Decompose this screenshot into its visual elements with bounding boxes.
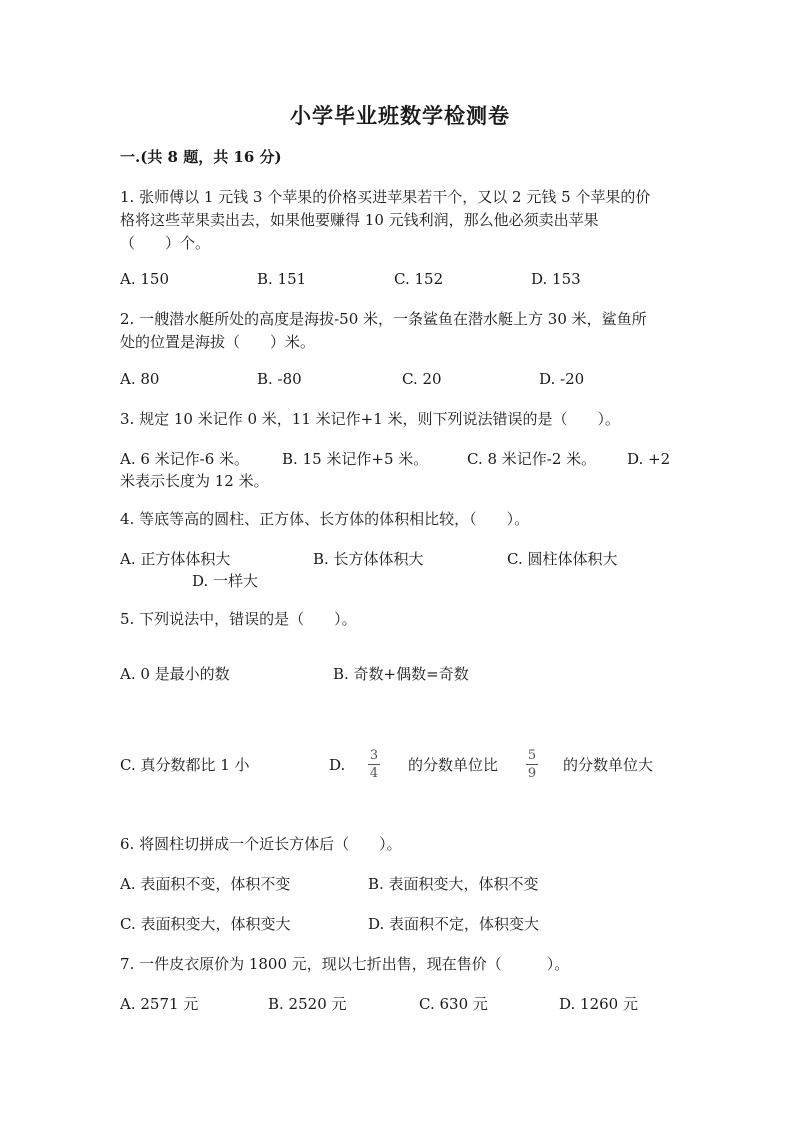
question-2-option-b[interactable]: B. -80	[257, 370, 302, 388]
question-4-option-c[interactable]: C. 圆柱体体积大	[507, 550, 618, 568]
question-2-line-2: 处的位置是海拔（ ）米。	[120, 333, 316, 351]
fraction-2-denominator: 9	[527, 766, 537, 781]
question-3-option-d-wrap: 米表示长度为 12 米。	[120, 472, 269, 490]
question-2-option-d[interactable]: D. -20	[539, 370, 585, 388]
question-3-line-1: 3. 规定 10 米记作 0 米，11 米记作+1 米，则下列说法错误的是（ ）。	[120, 410, 621, 428]
question-1-line-3: （ ）个。	[120, 234, 211, 252]
fraction-three-quarters	[368, 748, 380, 781]
question-7-option-b[interactable]: B. 2520 元	[268, 995, 347, 1013]
question-5-line-1: 5. 下列说法中，错误的是（ ）。	[120, 610, 357, 628]
question-7-option-d[interactable]: D. 1260 元	[559, 995, 638, 1013]
question-4-option-d[interactable]: D. 一样大	[192, 572, 259, 590]
question-2-option-c[interactable]: C. 20	[402, 370, 442, 388]
question-5-option-a[interactable]: A. 0 是最小的数	[120, 665, 230, 683]
question-5-option-d-label[interactable]: D.	[329, 756, 346, 774]
question-1-option-d[interactable]: D. 153	[531, 270, 581, 288]
question-6-line-1: 6. 将圆柱切拼成一个近长方体后（ ）。	[120, 835, 402, 853]
question-3-option-b[interactable]: B. 15 米记作+5 米。	[282, 450, 429, 468]
fraction-1-numerator: 3	[369, 748, 379, 763]
question-2-line-1: 2. 一艘潜水艇所处的高度是海拔-50 米，一条鲨鱼在潜水艇上方 30 米，鲨鱼所	[120, 310, 647, 328]
question-7-line-1: 7. 一件皮衣原价为 1800 元，现以七折出售，现在售价（ ）。	[120, 955, 570, 973]
question-7-option-c[interactable]: C. 630 元	[419, 995, 488, 1013]
fraction-2-bar	[526, 764, 538, 765]
question-1-option-a[interactable]: A. 150	[120, 270, 169, 288]
question-1-line-2: 格将这些苹果卖出去，如果他要赚得 10 元钱利润，那么他必须卖出苹果	[120, 211, 599, 229]
fraction-five-ninths	[526, 748, 538, 781]
fraction-1-denominator: 4	[369, 766, 379, 781]
question-5-option-d-middle: 的分数单位比	[408, 756, 499, 774]
question-5-option-b[interactable]: B. 奇数+偶数=奇数	[333, 665, 469, 683]
question-2-option-a[interactable]: A. 80	[120, 370, 160, 388]
question-4-line-1: 4. 等底等高的圆柱、正方体、长方体的体积相比较，（ ）。	[120, 510, 530, 528]
question-3-option-d[interactable]: D. +2	[627, 450, 671, 468]
fraction-1-bar	[368, 764, 380, 765]
fraction-2-numerator: 5	[527, 748, 537, 763]
question-4-option-a[interactable]: A. 正方体体积大	[120, 550, 231, 568]
question-6-option-c[interactable]: C. 表面积变大，体积变大	[120, 915, 291, 933]
question-3-option-c[interactable]: C. 8 米记作-2 米。	[467, 450, 597, 468]
question-6-option-a[interactable]: A. 表面积不变，体积不变	[120, 875, 291, 893]
question-5-option-c[interactable]: C. 真分数都比 1 小	[120, 756, 250, 774]
page-title: 小学毕业班数学检测卷	[290, 103, 510, 128]
question-6-option-b[interactable]: B. 表面积变大，体积不变	[368, 875, 539, 893]
question-1-option-c[interactable]: C. 152	[394, 270, 444, 288]
question-3-option-a[interactable]: A. 6 米记作-6 米。	[120, 450, 250, 468]
question-1-option-b[interactable]: B. 151	[257, 270, 307, 288]
question-6-option-d[interactable]: D. 表面积不定，体积变大	[368, 915, 540, 933]
question-1-line-1: 1. 张师傅以 1 元钱 3 个苹果的价格买进苹果若干个，又以 2 元钱 5 个苹果的价	[120, 188, 651, 206]
question-4-option-b[interactable]: B. 长方体体积大	[313, 550, 424, 568]
question-5-option-d-end: 的分数单位大	[563, 756, 654, 774]
question-7-option-a[interactable]: A. 2571 元	[120, 995, 199, 1013]
section-header: 一.(共 8 题，共 16 分)	[120, 148, 282, 166]
